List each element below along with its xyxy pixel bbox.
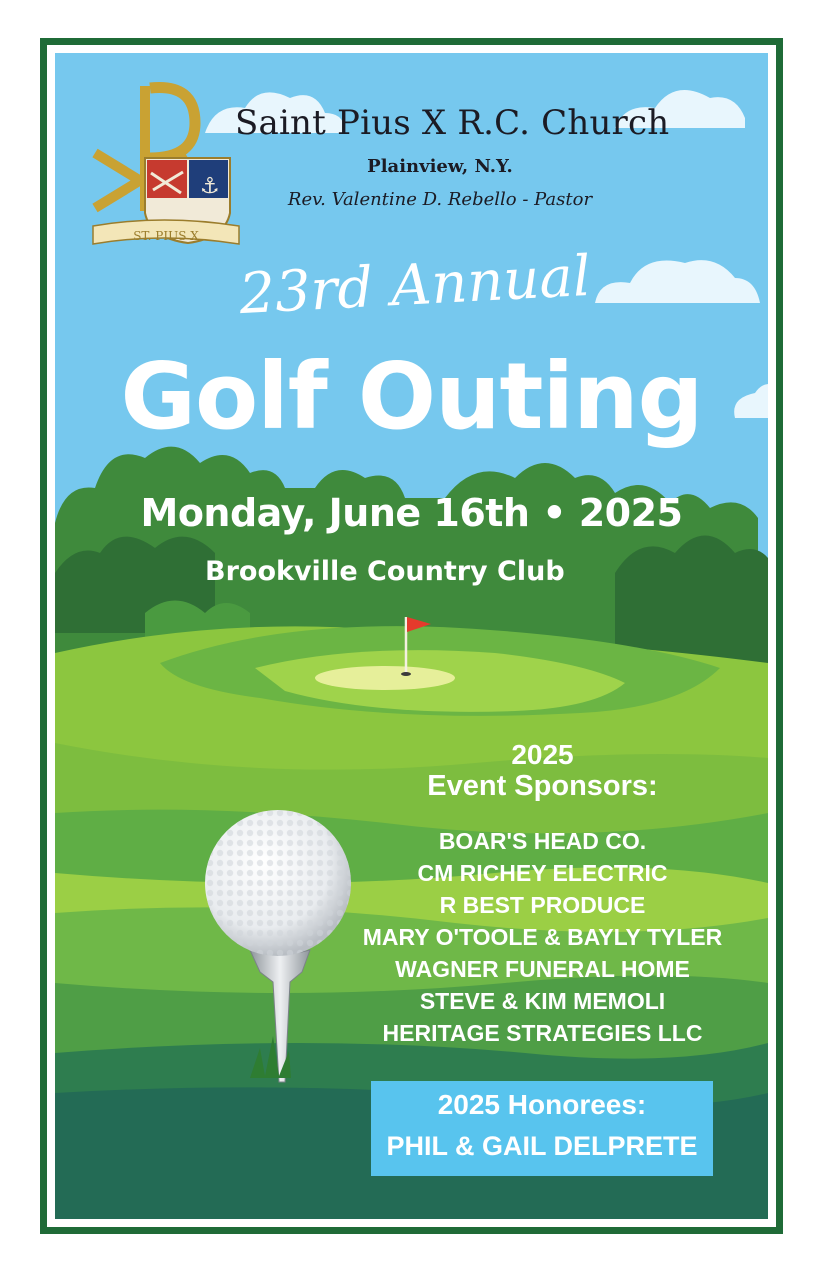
sponsor-item: BOAR'S HEAD CO.	[438, 828, 647, 854]
annual-title: 23rd Annual	[237, 243, 593, 328]
church-city: Plainview, N.Y.	[367, 156, 513, 177]
golf-ball-icon	[195, 808, 365, 1088]
church-seal-icon	[85, 78, 245, 258]
honorees-title: 2025 Honorees:	[437, 1089, 647, 1120]
event-venue: Brookville Country Club	[205, 556, 565, 587]
sponsor-item: R BEST PRODUCE	[439, 892, 646, 918]
honorees-box	[371, 1081, 713, 1176]
svg-text:⚓: ⚓	[200, 174, 220, 199]
sponsors-year: 2025	[511, 739, 574, 770]
honorees-names: PHIL & GAIL DELPRETE	[386, 1131, 698, 1161]
pastor-line: Rev. Valentine D. Rebello - Pastor	[287, 189, 593, 210]
flyer	[55, 53, 768, 1219]
flag-icon	[400, 613, 440, 683]
sponsor-item: STEVE & KIM MEMOLI	[419, 988, 666, 1014]
event-title: Golf Outing	[120, 343, 703, 450]
sponsor-item: HERITAGE STRATEGIES LLC	[382, 1020, 703, 1046]
sponsor-item: MARY O'TOOLE & BAYLY TYLER	[362, 924, 723, 950]
sponsors-title: Event Sponsors:	[427, 770, 658, 802]
event-date: Monday, June 16th • 2025	[140, 491, 683, 535]
church-name: Saint Pius X R.C. Church	[235, 103, 670, 143]
sponsor-item: CM RICHEY ELECTRIC	[417, 860, 668, 886]
sponsor-list	[345, 825, 740, 1049]
sponsor-item: WAGNER FUNERAL HOME	[395, 956, 690, 982]
svg-text:ST. PIUS X: ST. PIUS X	[133, 229, 199, 243]
